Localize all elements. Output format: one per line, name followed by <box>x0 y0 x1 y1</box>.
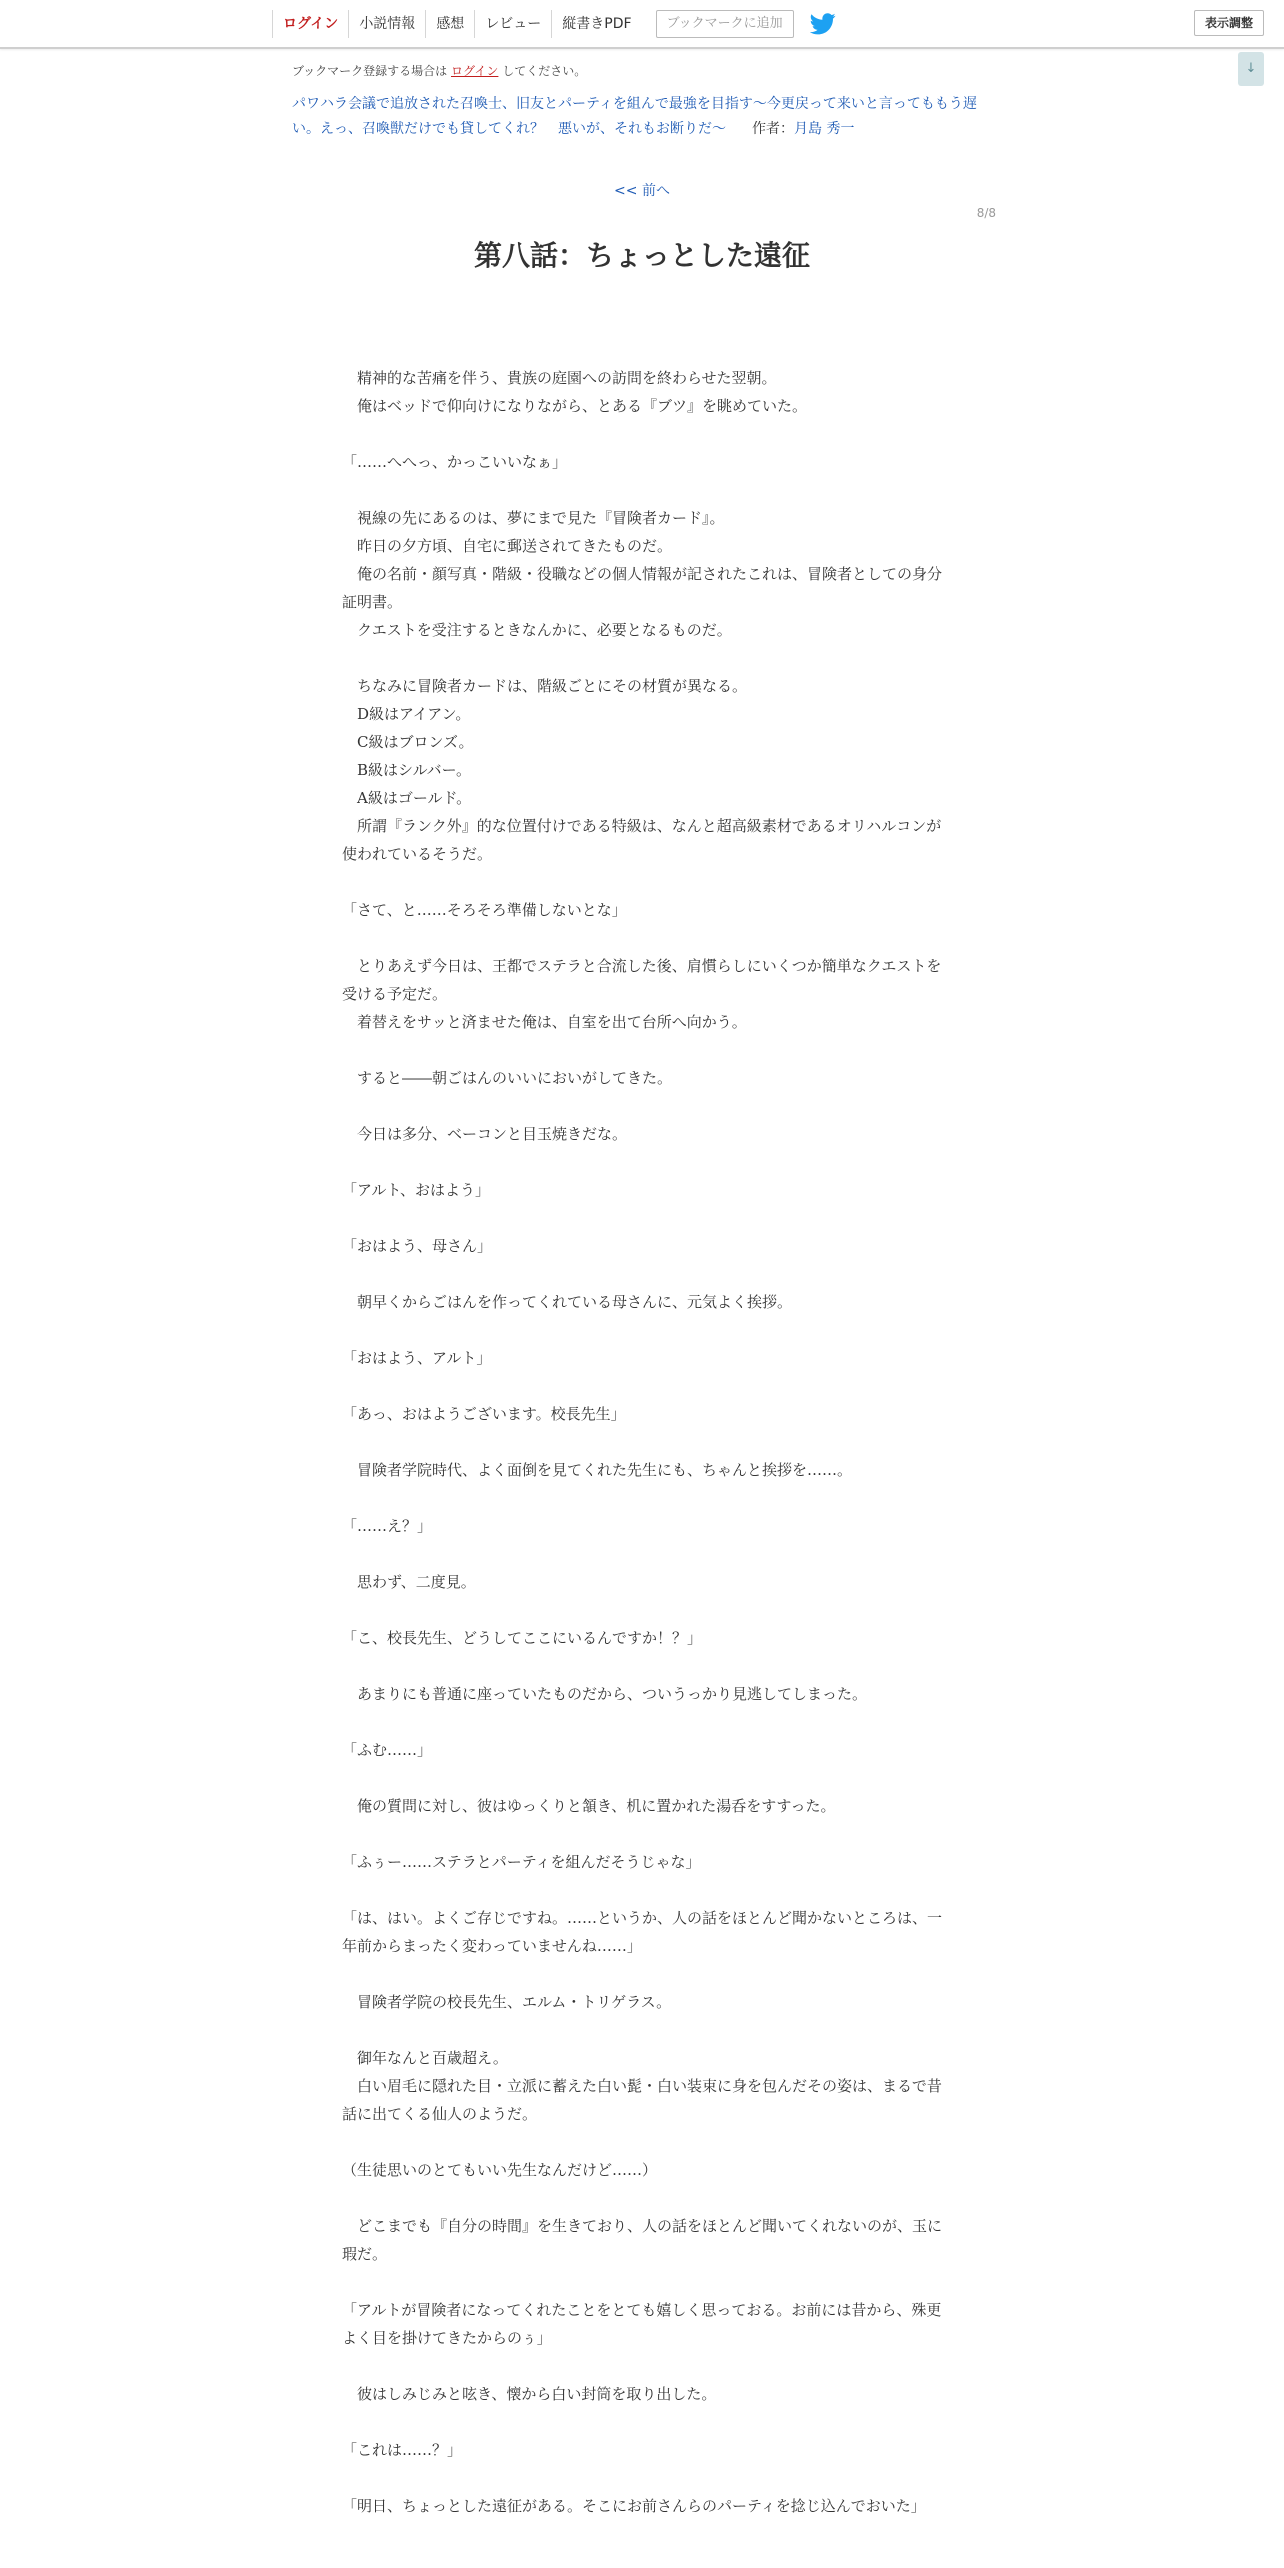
novel-line: A級はゴールド。 <box>342 789 472 807</box>
novel-line <box>342 1960 942 1988</box>
novel-line: D級はアイアン。 <box>342 705 471 723</box>
nav-review-link[interactable]: レビュー <box>474 10 551 38</box>
novel-line: すると――朝ごはんのいいにおいがしてきた。 <box>342 1069 673 1087</box>
novel-line <box>342 1876 942 1904</box>
novel-line: C級はブロンズ。 <box>342 733 474 751</box>
nav-novel-info-link[interactable]: 小説情報 <box>348 10 425 38</box>
novel-line: 「ふむ……」 <box>342 1741 433 1759</box>
novel-line <box>342 1092 942 1120</box>
novel-line <box>342 1820 942 1848</box>
twitter-icon[interactable] <box>810 13 836 35</box>
bm-notice-suffix: してください。 <box>502 64 587 78</box>
bookmark-login-notice <box>292 62 586 79</box>
novel-line <box>342 1540 942 1568</box>
novel-line: 「ふぅー……ステラとパーティを組んだそうじゃな」 <box>342 1853 701 1871</box>
novel-line: 俺の質問に対し、彼はゆっくりと頷き、机に置かれた湯呑をすすった。 <box>342 1797 836 1815</box>
novel-line <box>342 420 942 448</box>
novel-line: 「あっ、おはようございます。校長先生」 <box>342 1405 626 1423</box>
novel-line: 所謂『ランク外』的な位置付けである特級は、なんと超高級素材であるオリハルコンが使われているそうだ。 <box>342 817 942 863</box>
top-navigation-bar <box>0 0 1284 49</box>
novel-line: 精神的な苦痛を伴う、貴族の庭園への訪問を終わらせた翌朝。 <box>342 369 777 387</box>
novel-line: 白い眉毛に隠れた目・立派に蓄えた白い髭・白い装束に身を包んだその姿は、まるで昔話に出てくる仙人のようだ。 <box>342 2077 942 2123</box>
bm-notice-prefix: ブックマーク登録する場合は <box>292 64 448 78</box>
novel-line <box>342 1652 942 1680</box>
novel-line <box>342 1036 942 1064</box>
novel-line: 「アルトが冒険者になってくれたことをとても嬉しく思っておる。お前には昔から、殊更よく目を掛けてきたからのぅ」 <box>342 2301 942 2347</box>
novel-line: 冒険者学院の校長先生、エルム・トリゲラス。 <box>342 1993 672 2011</box>
novel-line: クエストを受注するときなんかに、必要となるものだ。 <box>342 621 732 639</box>
novel-line: 彼はしみじみと呟き、懐から白い封筒を取り出した。 <box>342 2385 717 2403</box>
novel-line: B級はシルバー。 <box>342 761 471 779</box>
novel-line <box>342 644 942 672</box>
novel-line <box>342 1316 942 1344</box>
novel-line: 「こ、校長先生、どうしてここにいるんですか！？」 <box>342 1629 703 1647</box>
novel-line <box>342 1764 942 1792</box>
novel-line: 今日は多分、ベーコンと目玉焼きだな。 <box>342 1125 628 1143</box>
novel-line <box>342 1596 942 1624</box>
novel-line: 「明日、ちょっとした遠征がある。そこにお前さんらのパーティを捻じ込んでおいた」 <box>342 2497 926 2515</box>
scroll-down-button[interactable]: ↓ <box>1238 52 1264 86</box>
novel-line <box>342 924 942 952</box>
novel-line <box>342 1708 942 1736</box>
novel-line <box>342 1372 942 1400</box>
novel-line: 俺の名前・顔写真・階級・役職などの個人情報が記されたこれは、冒険者としての身分証明書。 <box>342 565 943 611</box>
novel-line: どこまでも『自分の時間』を生きており、人の話をほとんど聞いてくれないのが、玉に瑕だ。 <box>342 2217 943 2263</box>
novel-line <box>342 2184 942 2212</box>
novel-line <box>342 336 942 364</box>
novel-line <box>342 476 942 504</box>
novel-line <box>342 1428 942 1456</box>
prev-page-row <box>0 180 1284 200</box>
chapter-title: 第八話：ちょっとした遠征 <box>473 239 810 272</box>
author-label: 作者： <box>752 121 794 137</box>
novel-line <box>342 2408 942 2436</box>
novel-line <box>342 2352 942 2380</box>
novel-line <box>342 2128 942 2156</box>
novel-line: とりあえず今日は、王都でステラと合流した後、肩慣らしにいくつか簡単なクエストを受ける予定だ。 <box>342 957 942 1003</box>
novel-line <box>342 868 942 896</box>
novel-line <box>342 2464 942 2492</box>
novel-line <box>342 1148 942 1176</box>
novel-body <box>342 336 942 2520</box>
novel-line: 朝早くからごはんを作ってくれている母さんに、元気よく挨拶。 <box>342 1293 793 1311</box>
add-bookmark-button[interactable]: ブックマークに追加 <box>656 10 794 38</box>
nav-menu <box>272 10 836 38</box>
novel-line: （生徒思いのとてもいい先生なんだけど……） <box>342 2161 658 2179</box>
novel-line: あまりにも普通に座っていたものだから、ついうっかり見逃してしまった。 <box>342 1685 868 1703</box>
novel-line <box>342 2268 942 2296</box>
nav-impressions-link[interactable]: 感想 <box>425 10 474 38</box>
novel-line: 「さて、と……そろそろ準備しないとな」 <box>342 901 627 919</box>
page-count: 8/8 <box>976 206 996 220</box>
novel-line: 御年なんと百歳超え。 <box>342 2049 508 2067</box>
novel-line <box>342 2016 942 2044</box>
novel-line: 視線の先にあるのは、夢にまで見た『冒険者カード』。 <box>342 509 725 527</box>
bm-notice-login-link[interactable]: ログイン <box>451 64 499 78</box>
novel-line: 「アルト、おはよう」 <box>342 1181 491 1199</box>
novel-line: 俺はベッドで仰向けになりながら、とある『ブツ』を眺めていた。 <box>342 397 808 415</box>
novel-line <box>342 1484 942 1512</box>
novel-line: 「……へへっ、かっこいいなぁ」 <box>342 453 568 471</box>
author-name-link[interactable]: 月島 秀一 <box>794 121 855 137</box>
novel-line <box>342 1260 942 1288</box>
novel-line: 「おはよう、母さん」 <box>342 1237 493 1255</box>
novel-line: 「おはよう、アルト」 <box>342 1349 492 1367</box>
series-title-link[interactable]: パワハラ会議で追放された召喚士、旧友とパーティを組んで最強を目指す～今更戻って来いと言ってももう遅い。えっ、召喚獣だけでも貸してくれ？ 悪いが、それもお断りだ～ <box>292 96 977 137</box>
novel-line: 「……え？」 <box>342 1517 433 1535</box>
prev-page-link[interactable]: << 前へ <box>614 183 670 199</box>
series-info <box>292 92 992 142</box>
novel-line: 冒険者学院時代、よく面倒を見てくれた先生にも、ちゃんと挨拶を……。 <box>342 1461 853 1479</box>
novel-line: 昨日の夕方頃、自宅に郵送されてきたものだ。 <box>342 537 673 555</box>
nav-login-link[interactable]: ログイン <box>272 10 348 38</box>
novel-line: ちなみに冒険者カードは、階級ごとにその材質が異なる。 <box>342 677 748 695</box>
novel-line: 「これは……？」 <box>342 2441 463 2459</box>
novel-line: 思わず、二度見。 <box>342 1573 476 1591</box>
novel-line: 「は、はい。よくご存じですね。……というか、人の話をほとんど聞かないところは、一年前からまったく変わっていませんね……」 <box>342 1909 943 1955</box>
novel-line <box>342 1204 942 1232</box>
nav-vertical-pdf-link[interactable]: 縦書きPDF <box>551 10 641 38</box>
novel-line: 着替えをサッと済ませた俺は、自室を出て台所へ向かう。 <box>342 1013 747 1031</box>
display-settings-button[interactable]: 表示調整 <box>1194 10 1264 36</box>
